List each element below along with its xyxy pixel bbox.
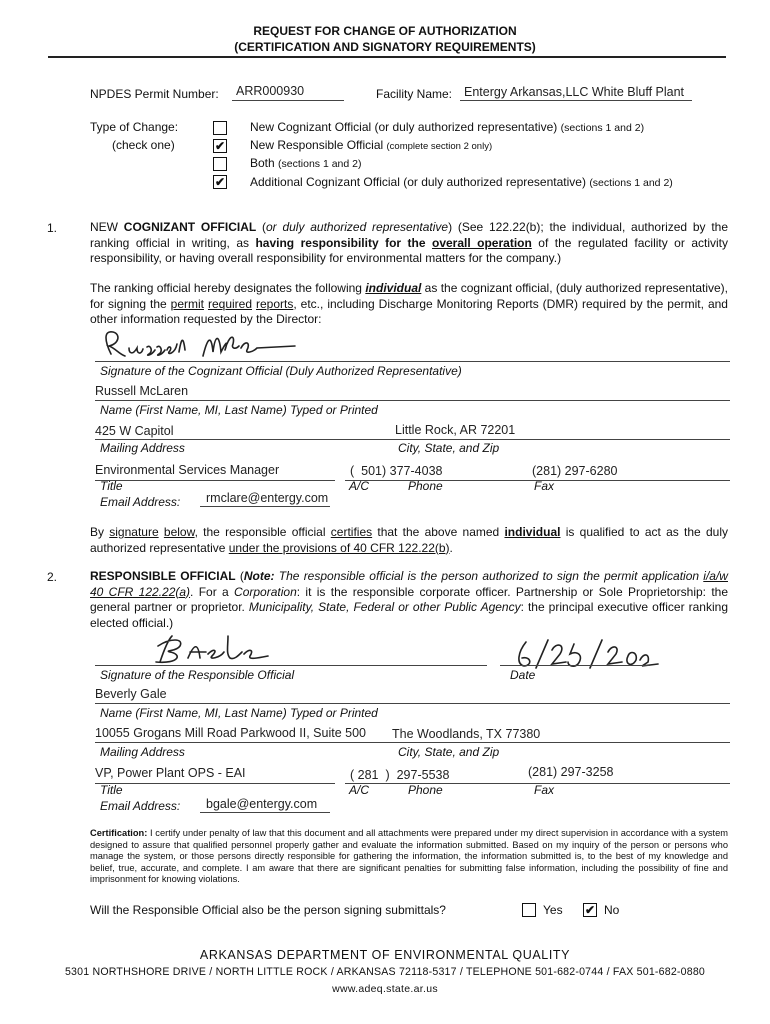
yes-label: Yes	[543, 903, 563, 917]
phone-label-2: Phone	[408, 783, 443, 797]
name-label-2: Name (First Name, MI, Last Name) Typed or Printed	[100, 706, 378, 720]
change-option-4: Additional Cognizant Official (or duly authorized representative) (sections 1 and 2)	[250, 175, 673, 189]
phone-label-1: Phone	[408, 479, 443, 493]
ac-label-1: A/C	[349, 479, 370, 493]
title-line-1	[95, 480, 335, 481]
responsible-city-value[interactable]: The Woodlands, TX 77380	[392, 727, 541, 741]
email-label-2: Email Address:	[100, 799, 181, 813]
address-label-1: Mailing Address	[100, 441, 185, 455]
name-label-1: Name (First Name, MI, Last Name) Typed or Printed	[100, 403, 378, 417]
permit-number-value[interactable]: ARR000930	[236, 84, 305, 98]
name-line-1	[95, 400, 730, 401]
signing-submittals-question: Will the Responsible Official also be the person signing submittals?	[90, 903, 446, 917]
responsible-phone[interactable]: ( 281 ) 297-5538	[350, 768, 450, 782]
change-option-checkbox-3[interactable]	[213, 157, 227, 171]
fax-label-2: Fax	[534, 783, 555, 797]
form-subtitle: (CERTIFICATION AND SIGNATORY REQUIREMENTS)	[234, 40, 536, 54]
change-option-1: New Cognizant Official (or duly authorized representative) (sections 1 and 2)	[250, 120, 645, 134]
email-line-1	[200, 506, 330, 507]
responsible-official-signature	[150, 632, 280, 668]
form-title: REQUEST FOR CHANGE OF AUTHORIZATION	[253, 24, 517, 38]
responsible-address-value[interactable]: 10055 Grogans Mill Road Parkwood II, Suite 500	[95, 726, 366, 740]
cognizant-title-value[interactable]: Environmental Services Manager	[95, 463, 280, 477]
signature-date-handwritten	[512, 638, 662, 672]
email-label-1: Email Address:	[100, 495, 181, 509]
signature-line-1	[95, 361, 730, 362]
change-option-checkbox-2[interactable]	[213, 139, 227, 153]
title-label-2: Title	[100, 783, 123, 797]
cognizant-phone[interactable]: ( 501) 377-4038	[350, 464, 443, 478]
change-option-3: Both (sections 1 and 2)	[250, 156, 362, 170]
name-line-2	[95, 703, 730, 704]
facility-name-value[interactable]: Entergy Arkansas,LLC White Bluff Plant	[464, 85, 685, 99]
signature-label-2: Signature of the Responsible Official	[100, 668, 295, 682]
title-label-1: Title	[100, 479, 123, 493]
cognizant-official-signature	[95, 322, 310, 364]
footer-address: 5301 NORTHSHORE DRIVE / NORTH LITTLE ROCK / ARKANSAS 72118-5317 / TELEPHONE 501-682-0744 / FAX 501-682-0880	[64, 966, 706, 978]
cognizant-address-value[interactable]: 425 W Capitol	[95, 424, 174, 438]
email-line-2	[200, 812, 330, 813]
signature-line-2	[95, 665, 487, 666]
section-1-designation: The ranking official hereby designates the following individual as the cognizant official, (duly authorized representative), for signing the permit required reports, etc., including Discharge Monitoring Reports (DMR) required by the permit, and other information requested by the Director:	[90, 281, 728, 326]
signature-label-1: Signature of the Cognizant Official (Duly Authorized Representative)	[100, 364, 462, 378]
change-option-checkbox-1[interactable]	[213, 121, 227, 135]
no-label: No	[604, 903, 620, 917]
checkmark-icon: ✔	[214, 139, 226, 153]
responsible-title-value[interactable]: VP, Power Plant OPS - EAI	[95, 766, 246, 780]
cognizant-email-value[interactable]: rmclare@entergy.com	[206, 491, 329, 505]
checkmark-icon: ✔	[584, 903, 596, 917]
section-2-number: 2.	[47, 570, 58, 584]
yes-checkbox[interactable]	[522, 903, 536, 917]
responsible-email-value[interactable]: bgale@entergy.com	[206, 797, 318, 811]
city-label-1: City, State, and Zip	[398, 441, 500, 455]
type-of-change-label: Type of Change:	[90, 120, 179, 134]
section-1-intro: NEW COGNIZANT OFFICIAL (or duly authorized representative) (See 122.22(b); the individual, authorized by the ranking official in writing, as having responsibility for the overall operation of the regulated facility or activity responsibility, or having overall responsibility for environmental matters for the company.)	[90, 220, 729, 265]
ac-label-2: A/C	[349, 783, 370, 797]
change-option-checkbox-4[interactable]	[213, 175, 227, 189]
section-1-certification: By signature below, the responsible official certifies that the above named individual is qualified to act as the duly authorized representative under the provisions of 40 CFR 122.22(b).	[90, 525, 728, 555]
facility-name-label: Facility Name:	[376, 87, 453, 101]
responsible-name-value[interactable]: Beverly Gale	[95, 687, 167, 701]
address-label-2: Mailing Address	[100, 745, 185, 759]
no-checkbox[interactable]	[583, 903, 597, 917]
section-1-number: 1.	[47, 221, 58, 235]
checkmark-icon: ✔	[214, 175, 226, 189]
date-label: Date	[510, 668, 536, 682]
title-line-2	[95, 783, 335, 784]
title-rule	[48, 56, 726, 58]
facility-name-line	[460, 100, 692, 101]
date-line	[500, 665, 650, 666]
footer-agency: ARKANSAS DEPARTMENT OF ENVIRONMENTAL QUALITY	[199, 948, 571, 962]
cognizant-fax-value[interactable]: (281) 297-6280	[532, 464, 618, 478]
fax-label-1: Fax	[534, 479, 555, 493]
change-option-2: New Responsible Official (complete section 2 only)	[250, 138, 493, 152]
certification-statement: Certification: I certify under penalty of law that this document and all attachments were prepared under my direct supervision in accordance with a system designed to assure that qualified personnel properly gather and evaluate the information submitted. Based on my inquiry of the person or persons who manage the system, or those persons directly responsible for gathering the information, the information submitted is, to the best of my knowledge and belief, true, accurate, and complete. I am aware that there are significant penalties for submitting false information, including the possibility of fine and imprisonment for knowing violations.	[90, 828, 728, 884]
check-one-label: (check one)	[112, 138, 175, 152]
cognizant-city-value[interactable]: Little Rock, AR 72201	[395, 423, 516, 437]
address-line-1	[95, 439, 730, 440]
address-line-2	[95, 742, 730, 743]
permit-number-line	[232, 100, 344, 101]
responsible-fax-value[interactable]: (281) 297-3258	[528, 765, 614, 779]
footer-website[interactable]: www.adeq.state.ar.us	[332, 983, 438, 995]
permit-number-label: NPDES Permit Number:	[90, 87, 219, 101]
cognizant-name-value[interactable]: Russell McLaren	[95, 384, 189, 398]
section-2-intro: RESPONSIBLE OFFICIAL (Note: The responsible official is the person authorized to sign the permit application i/a/w 40 CFR 122.22(a). For a Corporation: it is the responsible corporate officer. Partnership or Sole Proprietorship: the general partner or proprietor. Municipality, State, Federal or other Public Agency: the principal executive officer ranking elected official.)	[90, 569, 729, 630]
city-label-2: City, State, and Zip	[398, 745, 500, 759]
